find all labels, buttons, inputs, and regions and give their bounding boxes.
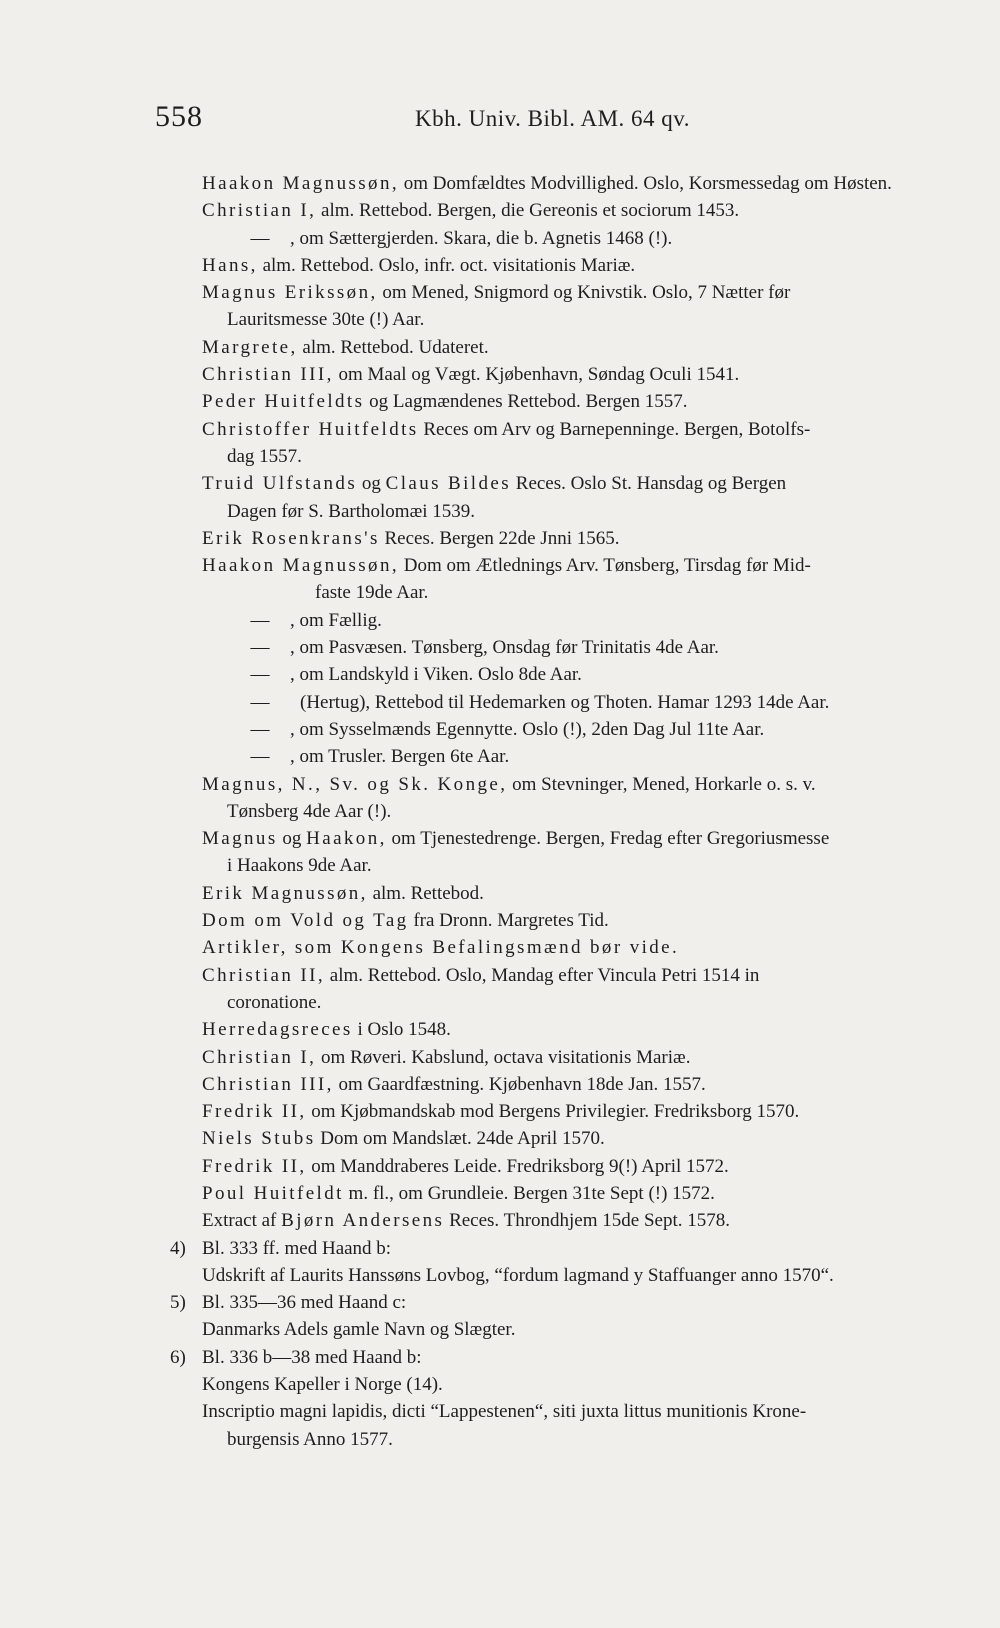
section-number: 5) [170, 1292, 186, 1314]
spaced-name: Fredrik II, [202, 1101, 307, 1123]
continuation-text: Dagen før S. Bartholomæi 1539. [227, 500, 476, 522]
text-line [0, 771, 1000, 798]
text-line [0, 1180, 1000, 1207]
line-text: , om Trusler. Bergen 6te Aar. [290, 746, 510, 768]
line-text: og Lagmændenes Rettebod. Bergen 1557. [364, 391, 688, 413]
line-text: om Røveri. Kabslund, octava visitationis Mariæ. [316, 1046, 691, 1068]
text-line [0, 1262, 1000, 1289]
line-text: m. fl., om Grundleie. Bergen 31te Sept (!) 1572. [343, 1182, 715, 1204]
line-text: (Hertug), Rettebod til Hedemarken og Thoten. Hamar 1293 14de Aar. [300, 691, 830, 713]
spaced-name: Niels Stubs [202, 1128, 316, 1150]
spaced-name: Fredrik II, [202, 1155, 307, 1177]
text-line [0, 798, 1000, 825]
text-line [0, 852, 1000, 879]
text-line [0, 1071, 1000, 1098]
spaced-name: Christian II, [202, 964, 326, 986]
spaced-name: Christian III, [202, 364, 334, 386]
spaced-name: Christian I, [202, 200, 317, 222]
ditto-mark: — [250, 609, 270, 631]
spaced-name: Erik Magnussøn, [202, 882, 368, 904]
text-line [0, 989, 1000, 1016]
line-text: alm. Rettebod. Udateret. [297, 336, 489, 358]
continuation-text: burgensis Anno 1577. [227, 1428, 393, 1450]
line-text: , om Fællig. [290, 609, 382, 631]
line-text: , om Landskyld i Viken. Oslo 8de Aar. [290, 664, 582, 686]
line-text: og [277, 828, 307, 850]
line-text: alm. Rettebod. Oslo, Mandag efter Vincula Petri 1514 in [325, 964, 760, 986]
spaced-name: Peder Huitfeldts [202, 391, 365, 413]
text-line [0, 661, 1000, 688]
spaced-name: Magnus, N., Sv. og Sk. Konge, [202, 773, 508, 795]
ditto-mark: — [250, 746, 270, 768]
line-text: Reces. Throndhjem 15de Sept. 1578. [444, 1210, 730, 1232]
ditto-mark: — [250, 227, 270, 249]
spaced-name: Christian I, [202, 1046, 317, 1068]
text-line [0, 1153, 1000, 1180]
section-number: 6) [170, 1346, 186, 1368]
text-line [0, 579, 1000, 606]
line-text: om Kjøbmandskab mod Bergens Privilegier. Fredriksborg 1570. [306, 1101, 800, 1123]
section-number: 4) [170, 1237, 186, 1259]
spaced-name: Haakon Magnussøn, [202, 173, 400, 194]
text-line [0, 498, 1000, 525]
text-line [0, 1044, 1000, 1071]
continuation-text: faste 19de Aar. [315, 582, 429, 604]
text-line [0, 1398, 1000, 1425]
line-text: Udskrift af Laurits Hanssøns Lovbog, “fordum lagmand y Staffuanger anno 1570“. [202, 1264, 834, 1286]
ditto-mark: — [250, 637, 270, 659]
text-line [0, 1316, 1000, 1343]
spaced-name: Christoffer Huitfeldts [202, 418, 419, 440]
ditto-mark: — [250, 718, 270, 740]
text-line [0, 689, 1000, 716]
text-line [0, 1207, 1000, 1234]
text-line [0, 197, 1000, 224]
text-line [0, 1098, 1000, 1125]
text-line [0, 1344, 1000, 1371]
text-line [0, 361, 1000, 388]
spaced-name: Haakon, [306, 828, 387, 850]
line-text: Reces. Oslo St. Hansdag og Bergen [511, 473, 787, 495]
line-text: om Tjenestedrenge. Bergen, Fredag efter Gregoriusmesse [386, 828, 830, 850]
line-text: , om Sysselmænds Egennytte. Oslo (!), 2den Dag Jul 11te Aar. [290, 718, 765, 740]
ditto-mark: — [250, 691, 270, 713]
line-text: om Mened, Snigmord og Knivstik. Oslo, 7 Nætter før [377, 282, 791, 304]
text-line [0, 252, 1000, 279]
line-text: , om Sættergjerden. Skara, die b. Agnetis 1468 (!). [290, 227, 673, 249]
spaced-name: Truid Ulfstands [202, 473, 358, 495]
text-line [0, 1289, 1000, 1316]
spaced-name: Magnus [202, 828, 278, 850]
spaced-name: Artikler, som Kongens Befalingsmænd bør vide. [202, 937, 680, 959]
line-text: Inscriptio magni lapidis, dicti “Lappestenen“, siti juxta littus munitionis Krone- [202, 1401, 807, 1423]
spaced-name: Poul Huitfeldt [202, 1182, 344, 1204]
text-line [0, 443, 1000, 470]
text-line [0, 1371, 1000, 1398]
text-line [0, 525, 1000, 552]
line-text: Bl. 333 ff. med Haand b: [202, 1237, 392, 1259]
text-line [0, 1235, 1000, 1262]
continuation-text: Tønsberg 4de Aar (!). [227, 800, 392, 822]
line-text: Dom om Mandslæt. 24de April 1570. [315, 1128, 605, 1150]
text-line [0, 1016, 1000, 1043]
line-text: Dom om Ætlednings Arv. Tønsberg, Tirsdag før Mid- [399, 555, 811, 577]
line-text: Bl. 335—36 med Haand c: [202, 1292, 407, 1314]
line-text: om Domfældtes Modvillighed. Oslo, Korsmessedag om Høsten. [399, 173, 892, 194]
line-text: Reces om Arv og Barnepenninge. Bergen, Botolfs- [418, 418, 811, 440]
line-text: Kongens Kapeller i Norge (14). [202, 1374, 443, 1396]
spaced-name: Haakon Magnussøn, [202, 555, 400, 577]
text-line [0, 934, 1000, 961]
line-text: fra Dronn. Margretes Tid. [408, 910, 609, 932]
text-line [0, 825, 1000, 852]
continuation-text: coronatione. [227, 991, 322, 1013]
continuation-text: i Haakons 9de Aar. [227, 855, 372, 877]
spaced-name: Bjørn Andersens [281, 1210, 445, 1232]
text-line [0, 334, 1000, 361]
text-line [0, 907, 1000, 934]
line-text: Bl. 336 b—38 med Haand b: [202, 1346, 422, 1368]
line-text: om Stevninger, Mened, Horkarle o. s. v. [507, 773, 816, 795]
line-text: om Maal og Vægt. Kjøbenhavn, Søndag Oculi 1541. [333, 364, 740, 386]
line-text: Danmarks Adels gamle Navn og Slægter. [202, 1319, 516, 1341]
text-line [0, 880, 1000, 907]
text-line [0, 716, 1000, 743]
spaced-name: Herredagsreces [202, 1019, 353, 1041]
line-text: alm. Rettebod. Bergen, die Gereonis et sociorum 1453. [316, 200, 740, 222]
text-line [0, 1426, 1000, 1453]
line-text: Extract af [202, 1210, 282, 1232]
text-line [0, 607, 1000, 634]
continuation-text: Lauritsmesse 30te (!) Aar. [227, 309, 425, 331]
page-number: 558 [155, 100, 203, 133]
line-text: , om Pasvæsen. Tønsberg, Onsdag før Trinitatis 4de Aar. [290, 637, 719, 659]
text-line [0, 743, 1000, 770]
text-line [0, 170, 1000, 197]
text-line [0, 552, 1000, 579]
text-line [0, 470, 1000, 497]
line-text: om Manddraberes Leide. Fredriksborg 9(!) April 1572. [306, 1155, 729, 1177]
text-line [0, 306, 1000, 333]
text-line [0, 225, 1000, 252]
text-line [0, 279, 1000, 306]
spaced-name: Margrete, [202, 336, 298, 358]
spaced-name: Magnus Erikssøn, [202, 282, 378, 304]
line-text: alm. Rettebod. Oslo, infr. oct. visitationis Mariæ. [257, 254, 636, 276]
text-line [0, 1125, 1000, 1152]
running-head: Kbh. Univ. Bibl. AM. 64 qv. [415, 106, 691, 131]
catalogue-entries [0, 170, 1000, 1453]
spaced-name: Dom om Vold og Tag [202, 910, 409, 932]
line-text: Reces. Bergen 22de Jnni 1565. [379, 527, 620, 549]
text-line [0, 962, 1000, 989]
continuation-text: dag 1557. [227, 445, 302, 467]
spaced-name: Erik Rosenkrans's [202, 527, 380, 549]
spaced-name: Hans, [202, 254, 258, 276]
line-text: alm. Rettebod. [367, 882, 484, 904]
spaced-name: Claus Bildes [385, 473, 512, 495]
spaced-name: Christian III, [202, 1073, 334, 1095]
ditto-mark: — [250, 664, 270, 686]
line-text: i Oslo 1548. [352, 1019, 451, 1041]
text-line [0, 388, 1000, 415]
text-line [0, 416, 1000, 443]
line-text: og [357, 473, 386, 495]
line-text: om Gaardfæstning. Kjøbenhavn 18de Jan. 1557. [333, 1073, 706, 1095]
text-line [0, 634, 1000, 661]
page-header [0, 100, 1000, 140]
